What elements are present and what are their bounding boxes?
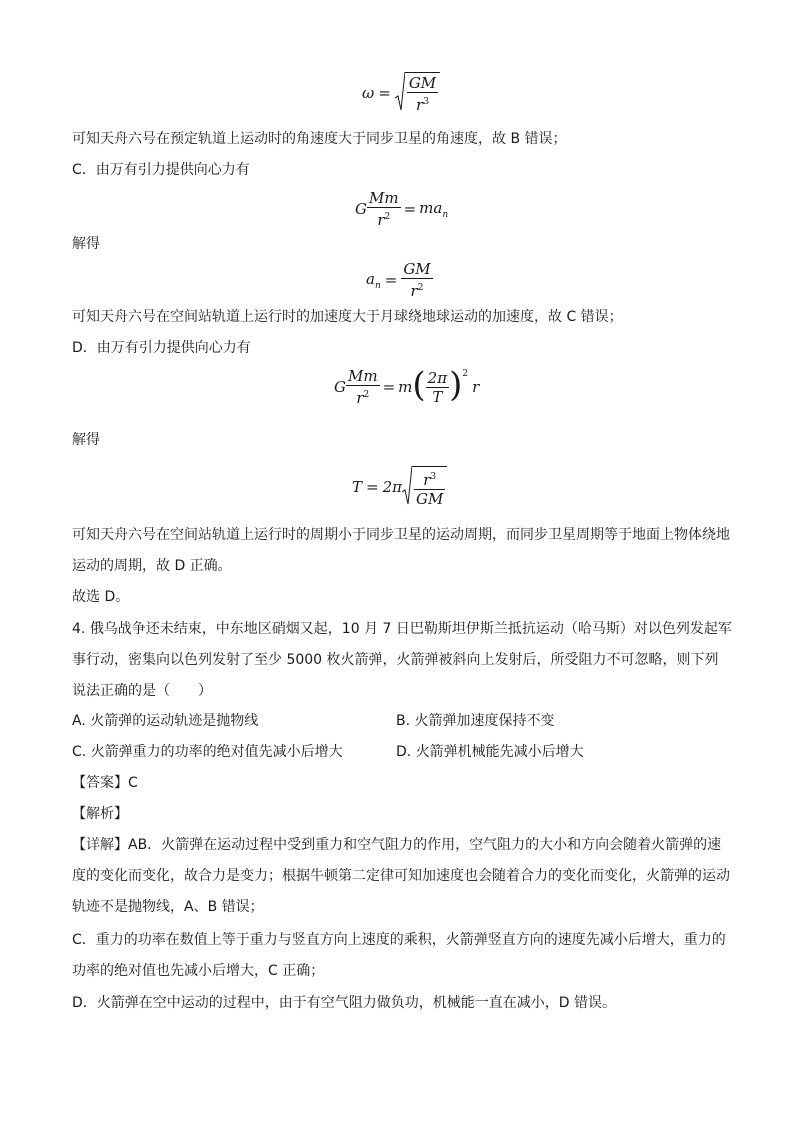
analysis-ab-text: AB．火箭弹在运动过程中受到重力和空气阻力的作用，空气阻力的大小和方向会随着火箭弹的速度的变化而变化，故合力是变力；根据牛顿第二定律可知加速度也会随着合力的变化而变化，火箭弹的运动轨迹不是抛物线，A、B 错误； — [72, 837, 730, 915]
option-label: A. — [72, 713, 86, 729]
denominator: $r^2$ — [410, 282, 424, 300]
equals-sign: = — [382, 378, 396, 396]
c-intro: C．由万有引力提供向心力有 — [72, 162, 250, 178]
inner-denominator: T — [432, 387, 443, 406]
analysis-d: D．火箭弹在空中运动的过程中，由于有空气阻力做负功，机械能一直在减小，D 错误。 — [72, 995, 617, 1011]
equals-sign: = — [384, 271, 398, 289]
sqrt — [402, 466, 447, 508]
answer-value: C — [128, 775, 138, 791]
option-a[interactable] — [72, 710, 258, 732]
c-solve: 解得 — [72, 236, 100, 252]
rhs: $ma_n$ — [419, 198, 449, 220]
question-text: 俄乌战争还未结束，中东地区硝烟又起，10 月 7 日巴勒斯坦伊斯兰抵抗运动（哈马斯）对以色列发起军事行动，密集向以色列发射了至少 5000 枚火箭弹，火箭弹被斜向上发射后，所受阻力不可忽略，则下列说法正确的是（ ） — [72, 621, 732, 699]
option-text: 火箭弹加速度保持不变 — [414, 713, 555, 729]
denominator: $r^3$ — [416, 96, 429, 114]
formula-gravity-d — [334, 367, 479, 407]
fraction — [367, 189, 401, 229]
right-paren: ) — [449, 365, 463, 405]
formula-period — [352, 466, 447, 508]
d-conclusion: 可知天舟六号在空间站轨道上运行时的周期小于同步卫星的运动周期，而同步卫星周期等于地面上物体绕地运动的周期，故 D 正确。 — [72, 527, 730, 574]
lhs: $a_n$ — [366, 269, 381, 291]
formula-omega — [362, 72, 440, 114]
c-conclusion: 可知天舟六号在空间站轨道上运行时的加速度大于月球绕地球运动的加速度，故 C 错误； — [72, 309, 623, 325]
option-d[interactable] — [396, 741, 584, 763]
denominator: $r^2$ — [377, 211, 391, 229]
option-label: C. — [72, 744, 87, 760]
equals-sign: = — [403, 200, 417, 218]
option-text: 火箭弹重力的功率的绝对值先减小后增大 — [90, 744, 343, 760]
radius-r: r — [472, 378, 480, 396]
numerator: $r^3$ — [414, 468, 445, 490]
inner-numerator: 2π — [427, 368, 448, 387]
left-paren: ( — [412, 365, 426, 405]
g-constant: G — [355, 200, 367, 218]
choice-line: 故选 D。 — [72, 589, 130, 605]
denominator: $r^2$ — [356, 389, 370, 407]
fraction — [414, 468, 445, 508]
denominator: GM — [416, 490, 444, 508]
detail-tag: 【详解】 — [72, 837, 128, 853]
d-solve: 解得 — [72, 432, 100, 448]
option-text: 火箭弹的运动轨迹是抛物线 — [90, 713, 259, 729]
mass-m: m — [398, 378, 413, 396]
outer-exponent: 2 — [462, 369, 469, 379]
option-label: D. — [396, 744, 412, 760]
option-label: B. — [396, 713, 411, 729]
question-stem — [72, 614, 732, 707]
sqrt — [395, 72, 440, 114]
omega-symbol: ω — [362, 84, 375, 102]
analysis-tag: 【解析】 — [72, 806, 128, 822]
equals-sign: = — [366, 478, 379, 496]
analysis-c: C．重力的功率在数值上等于重力与竖直方向上速度的乘积，火箭弹竖直方向的速度先减小后增大，重力的功率的绝对值也先减小后增大，C 正确； — [72, 932, 726, 979]
g-constant: G — [334, 378, 346, 396]
numerator: GM — [403, 260, 431, 278]
b-conclusion: 可知天舟六号在预定轨道上运动时的角速度大于同步卫星的角速度，故 B 错误； — [72, 131, 567, 147]
option-text: 火箭弹机械能先减小后增大 — [415, 744, 584, 760]
option-b[interactable] — [396, 710, 555, 732]
formula-acceleration — [366, 260, 433, 300]
radical-sign-icon — [402, 466, 412, 506]
lhs: T — [352, 478, 363, 496]
numerator: Mm — [368, 189, 399, 207]
numerator: Mm — [347, 367, 378, 385]
option-c[interactable] — [72, 741, 343, 763]
analysis-ab — [72, 830, 732, 923]
answer-tag: 【答案】 — [72, 775, 128, 791]
radical-sign-icon — [395, 72, 405, 112]
equals-sign: = — [378, 84, 391, 102]
d-intro: D．由万有引力提供向心力有 — [72, 340, 251, 356]
question-number: 4. — [72, 621, 86, 637]
numerator: GM — [408, 74, 437, 92]
fraction — [401, 260, 432, 300]
fraction — [407, 74, 438, 114]
formula-gravity-c — [355, 189, 448, 229]
coefficient: 2π — [382, 478, 402, 496]
inner-fraction — [426, 369, 449, 406]
answer-line — [72, 772, 732, 794]
fraction — [346, 367, 380, 407]
